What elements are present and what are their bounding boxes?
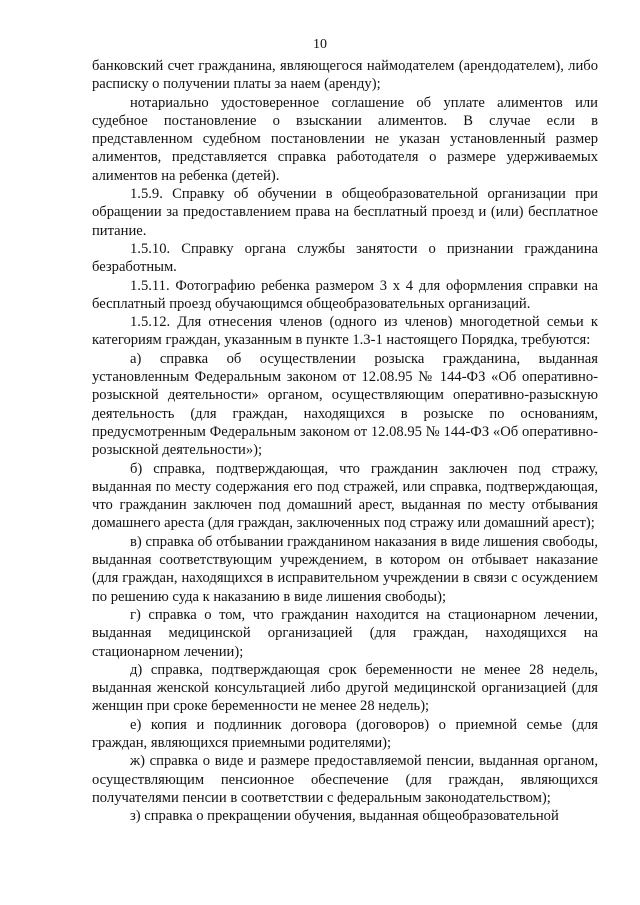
paragraph-1-5-12: 1.5.12. Для отнесения членов (одного из членов) многодетной семьи к категориям граждан, указанным в пункте 1.3-1 настоящего Порядка, требуются: [92,314,598,349]
paragraph-1-5-11: 1.5.11. Фотографию ребенка размером 3 х 4 для оформления справки на бесплатный проезд обучающимся общеобразовательных организаций. [92,277,598,312]
list-item-d: д) справка, подтверждающая срок беременности не менее 28 недель, выданная женской консультацией либо другой медицинской организацией (для женщин при сроке беременности не менее 28 недель); [92,661,598,715]
paragraph-1-5-10: 1.5.10. Справку органа службы занятости о признании гражданина безработным. [92,240,598,276]
list-item-zh: ж) справка о виде и размере предоставляемой пенсии, выданная органом, осуществляющим пенсионное обеспечение (для граждан, являющихся получателями пенсии в соответствии с федеральным законодательством); [92,753,598,806]
page-number: 10 [313,37,327,52]
paragraph-alimony: нотариально удостоверенное соглашение об уплате алиментов или судебное постановление о взыскании алиментов. В случае если в представленном судебном постановлении не указан установленный размер алиментов, представляется справка работодателя о размере удерживаемых алиментов на ребенка (детей). [92,94,598,184]
document-body [92,57,598,825]
list-item-e: е) копия и подлинник договора (договоров) о приемной семье (для граждан, являющихся приемными родителями); [92,716,598,751]
paragraph-1-5-9: 1.5.9. Справку об обучении в общеобразовательной организации при обращении за предоставлением права на бесплатный проезд и (или) бесплатное питание. [92,186,598,239]
list-item-g: г) справка о том, что гражданин находится на стационарном лечении, выданная медицинской организацией (для граждан, находящихся на стационарном лечении); [92,606,598,660]
list-item-b: б) справка, подтверждающая, что гражданин заключен под стражу, выданная по месту содержания его под стражей, или справка, подтверждающая, что гражданин заключен под домашний арест, выданная по месту отбывания домашнего ареста (для граждан, заключенных под стражу или домашний арест); [92,460,598,532]
list-item-a: а) справка об осуществлении розыска гражданина, выданная установленным Федеральным законом от 12.08.95 № 144-ФЗ «Об оперативно-розыскной деятельности» органом, осуществляющим оперативно-разыскную деятельность (для граждан, находящихся в розыске по основаниям, предусмотренным Федеральным законом от 12.08.95 № 144-ФЗ «Об оперативно-розыскной деятельности»); [92,350,598,459]
list-item-v: в) справка об отбывании гражданином наказания в виде лишения свободы, выданная соответствующим учреждением, в котором он отбывает наказание (для граждан, находящихся в исправительном учреждении в связи с осуждением по решению суда к наказанию в виде лишения свободы); [92,533,598,605]
list-item-z: з) справка о прекращении обучения, выданная общеобразовательной [130,808,559,825]
paragraph-continued: банковский счет гражданина, являющегося наймодателем (арендодателем), либо расписку о получении платы за наем (аренду); [92,58,598,93]
